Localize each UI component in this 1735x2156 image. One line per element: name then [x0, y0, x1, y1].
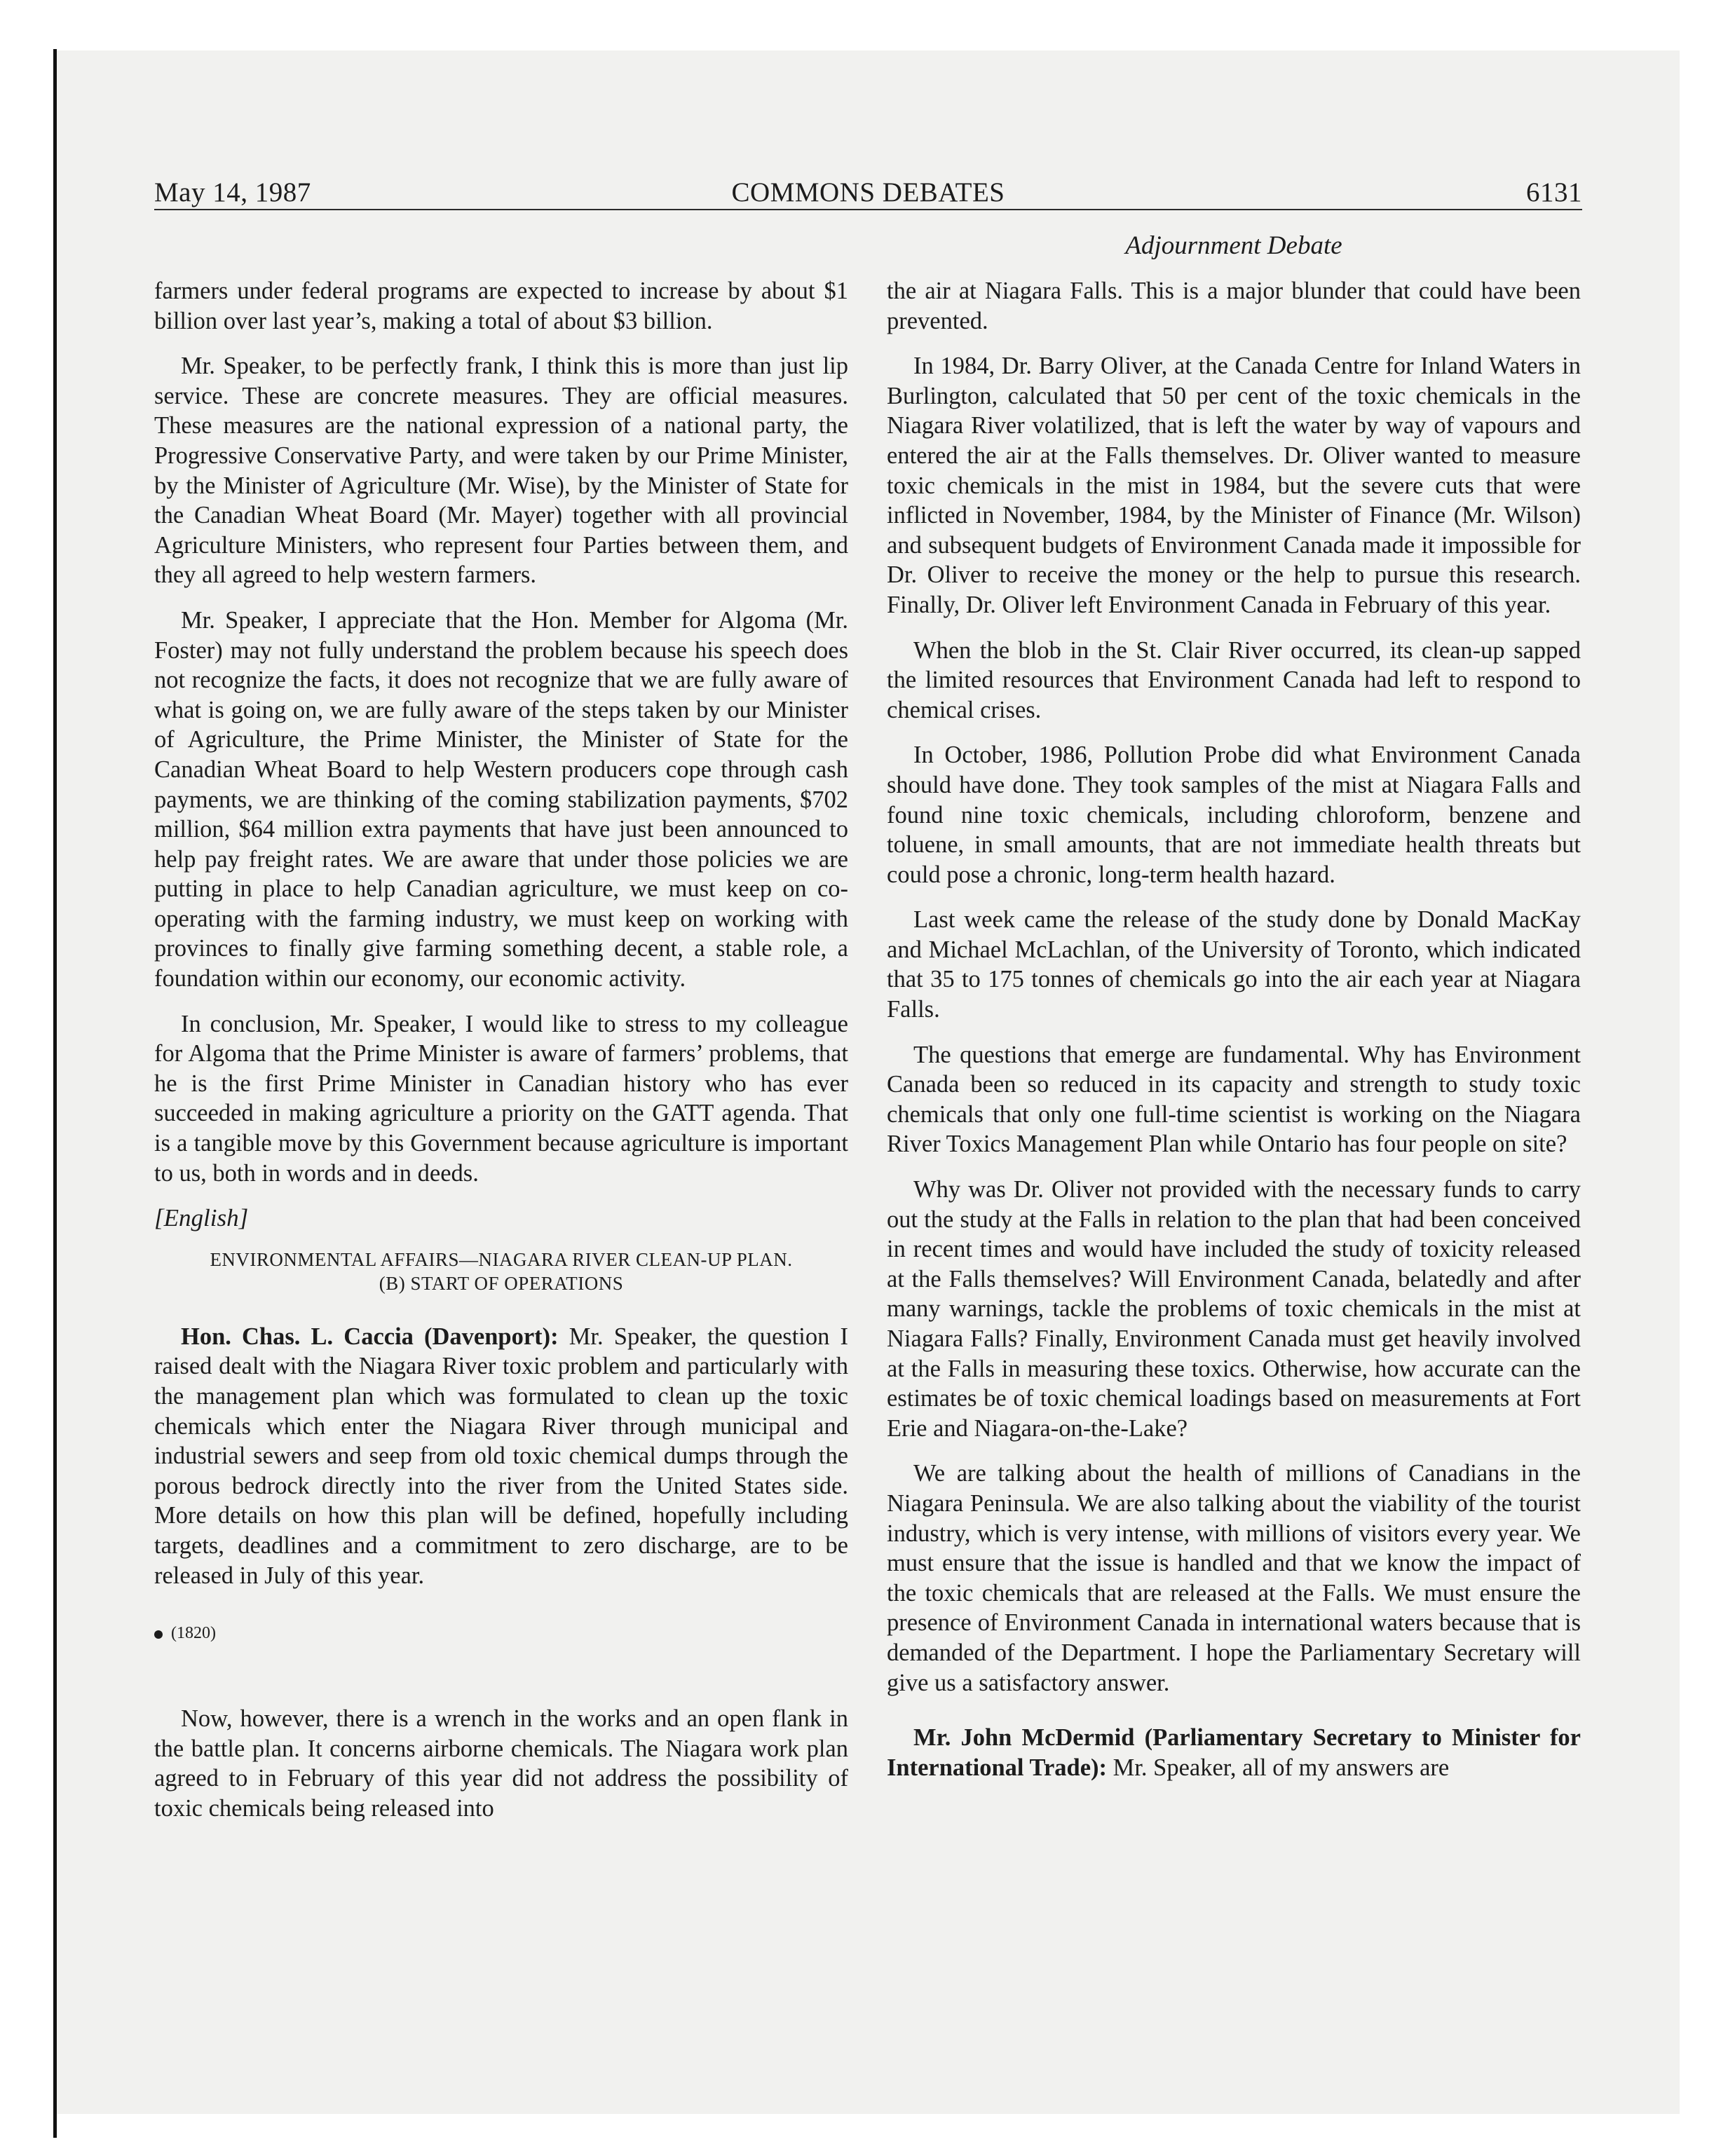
page-number: 6131 — [1526, 177, 1582, 207]
section-heading-line: (B) START OF OPERATIONS — [379, 1272, 624, 1294]
bullet-icon — [154, 1630, 163, 1639]
header-date: May 14, 1987 — [154, 177, 311, 207]
paragraph: In 1984, Dr. Barry Oliver, at the Canada Centre for Inland Waters in Burlington, calculated that 50 per cent of the toxic chemicals in the Niagara River volatilized, that is left the water by way of vapours and entered the air at the Falls themselves. Dr. Oliver wanted to measure toxic chemicals in the mist in 1984, but the severe cuts that were inflicted in November, 1984, by the Minister of Finance (Mr. Wilson) and subsequent budgets of Environment Canada made it impossible for Dr. Oliver to receive the money or the help to pursue this research. Finally, Dr. Oliver left Environment Canada in February of this year. — [887, 353, 1581, 618]
time-marker — [154, 1621, 848, 1645]
left-column — [154, 276, 848, 1839]
speaker-name: Mr. John McDermid (Parliamentary Secretary to Minister for International Trade): — [887, 1724, 1581, 1781]
paragraph: Mr. Speaker, to be perfectly frank, I think this is more than just lip service. These are concrete measures. They are official measures. These measures are the national expression of a national party, the Progressive Conservative Party, and were taken by our Prime Minister, by the Minister of Agriculture (Mr. Wise), by the Minister of State for the Canadian Wheat Board (Mr. Mayer) together with all provincial Agriculture Ministers, who represent four Parties between them, and they all agreed to help western farmers. — [154, 353, 848, 589]
paragraph: The questions that emerge are fundamental. Why has Environment Canada been so reduced in its capacity and strength to study toxic chemicals that only one full-time scientist is working on the Niagara River Toxics Management Plan while Ontario has four people on site? — [887, 1041, 1581, 1158]
right-column — [887, 276, 1581, 1798]
header-title: COMMONS DEBATES — [731, 177, 1005, 207]
paragraph: In conclusion, Mr. Speaker, I would like to stress to my colleague for Algoma that the Prime Minister is aware of farmers’ problems, that he is the first Prime Minister in Canadian history who has ever succeeded in making agriculture a priority on the GATT agenda. That is a tangible move by this Government because agriculture is important to us, both in words and in deeds. — [154, 1010, 848, 1187]
paragraph: We are talking about the health of millions of Canadians in the Niagara Peninsula. We are also talking about the viability of the tourist industry, which is very intense, with millions of visitors every year. We must ensure that the issue is handled and that we know the impact of the toxic chemicals that are released at the Falls. We must ensure the presence of Environment Canada in international waters because that is demanded of the Department. I hope the Parliamentary Secretary will give us a satisfactory answer. — [887, 1460, 1581, 1696]
speaker-name: Hon. Chas. L. Caccia (Davenport): — [181, 1323, 559, 1350]
paragraph: Last week came the release of the study done by Donald MacKay and Michael McLachlan, of the University of Toronto, which indicated that 35 to 175 tonnes of chemicals go into the air each year at Niagara Falls. — [887, 906, 1581, 1023]
paragraph: the air at Niagara Falls. This is a major blunder that could have been prevented. — [887, 278, 1581, 334]
header-rule — [154, 209, 1582, 210]
running-head: Adjournment Debate — [1125, 231, 1342, 260]
section-heading — [154, 1248, 848, 1295]
paragraph: Now, however, there is a wrench in the works and an open flank in the battle plan. It concerns airborne chemicals. The Niagara work plan agreed to in February of this year did not address the possibility of toxic chemicals being released into — [154, 1705, 848, 1822]
speech-text: Mr. Speaker, the question I raised dealt with the Niagara River toxic problem and particularly with the management plan which was formulated to clean up the toxic chemicals which enter the Niagara River through municipal and industrial sewers and seep from old toxic chemical dumps through the porous bedrock directly into the river from the United States side. More details on how this plan will be defined, hopefully including targets, deadlines and a commitment to zero discharge, are to be released in July of this year. — [154, 1323, 848, 1589]
language-marker: [English] — [154, 1204, 249, 1232]
section-heading-line: ENVIRONMENTAL AFFAIRS—NIAGARA RIVER CLEAN-UP PLAN. — [210, 1248, 793, 1270]
paragraph: In October, 1986, Pollution Probe did what Environment Canada should have done. They took samples of the mist at Niagara Falls and found nine toxic chemicals, including chloroform, benzene and toluene, in small amounts, that are not immediate health threats but could pose a chronic, long-term health hazard. — [887, 742, 1581, 888]
page-header — [154, 175, 1582, 210]
speech-paragraph — [887, 1723, 1581, 1782]
speech-text: Mr. Speaker, all of my answers are — [1107, 1754, 1450, 1781]
speech-paragraph — [154, 1322, 848, 1590]
paragraph: Mr. Speaker, I appreciate that the Hon. Member for Algoma (Mr. Foster) may not fully understand the problem because his speech does not recognize the facts, it does not recognize that we are fully aware of what is going on, we are fully aware of the steps taken by our Minister of Agriculture, the Prime Minister, the Minister of State for the Canadian Wheat Board to help Western producers cope through cash payments, we are thinking of the coming stabilization payments, $702 million, $64 million extra payments that have just been announced to help pay freight rates. We are aware that under those policies we are putting in place to help Canadian agriculture, we must keep on co-operating with the farming industry, we must keep on working with provinces to finally give farming something decent, a stable role, a foundation within our economy, our economic activity. — [154, 606, 848, 992]
time-marker-text: (1820) — [171, 1624, 216, 1643]
paragraph: Why was Dr. Oliver not provided with the necessary funds to carry out the study at the Falls in relation to the plan that had been conceived in recent times and would have included the study of toxicity released at the Falls themselves? Will Environment Canada, belatedly and after many warnings, tackle the problems of toxic chemicals in the mist at Niagara Falls? Finally, Environment Canada must get heavily involved at the Falls in measuring these toxics. Otherwise, how accurate can the estimates be of toxic chemical loadings based on measurements at Fort Erie and Niagara-on-the-Lake? — [887, 1176, 1581, 1442]
paragraph: When the blob in the St. Clair River occurred, its clean-up sapped the limited resources that Environment Canada had left to respond to chemical crises. — [887, 636, 1581, 723]
paragraph: farmers under federal programs are expected to increase by about $1 billion over last year’s, making a total of about $3 billion. — [154, 278, 848, 334]
